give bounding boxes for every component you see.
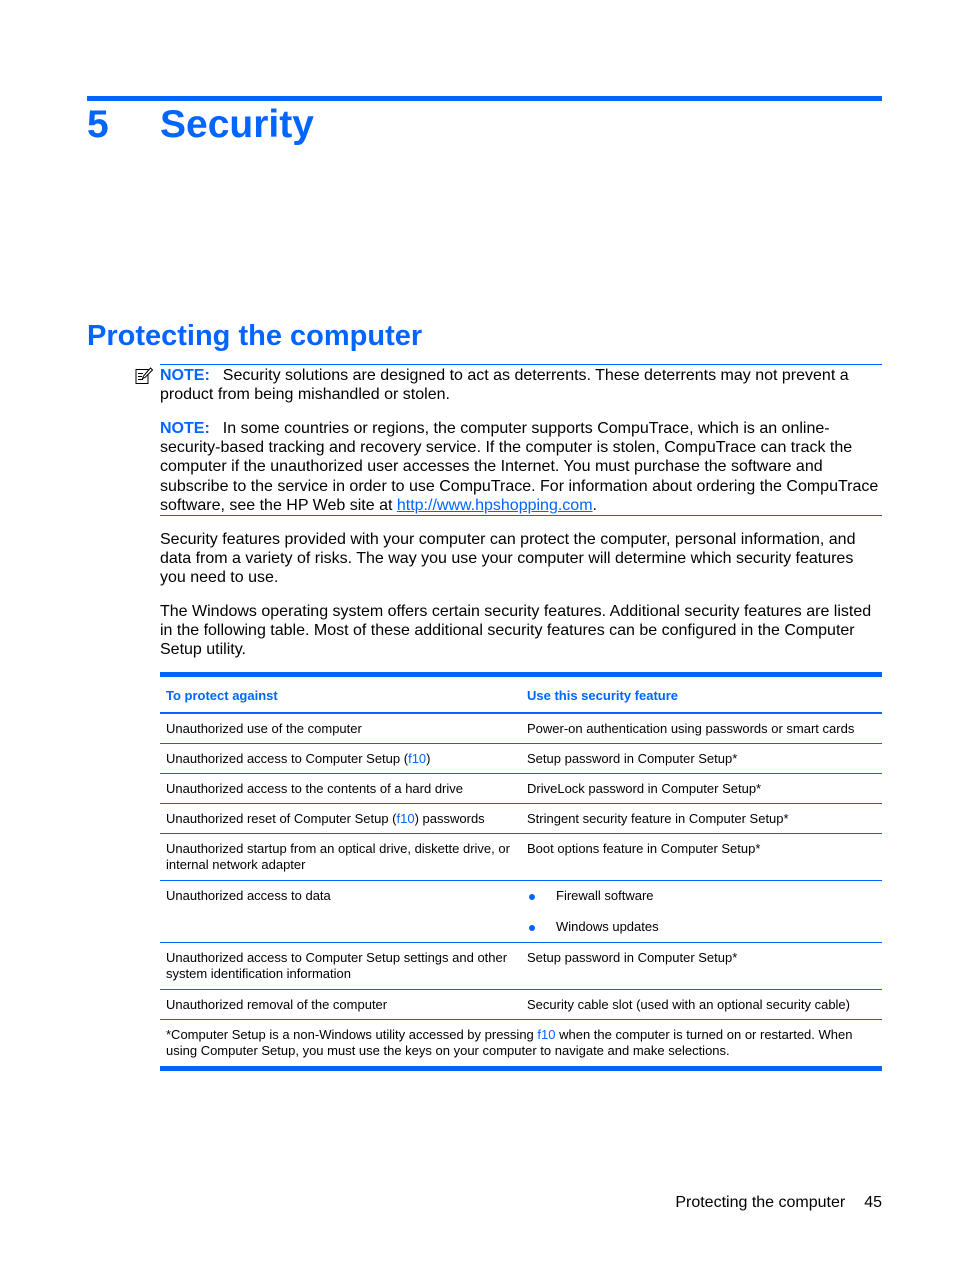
paragraph-windows-security: The Windows operating system offers certain security features. Additional security features are listed in the following table. Most of these additional security features can be configured in the Computer Setup utility.: [160, 603, 872, 659]
feature-cell: DriveLock password in Computer Setup*: [521, 774, 882, 804]
footer-section-title: Protecting the computer: [675, 1194, 846, 1211]
column-header-protect-against: To protect against: [160, 675, 521, 714]
section-title: Protecting the computer: [87, 320, 423, 352]
note-text: Security solutions are designed to act as deterrents. These deterrents may not prevent a product from being mishandled or stolen.: [160, 367, 849, 404]
note-label: NOTE:: [160, 420, 210, 437]
f10-key: f10: [396, 811, 415, 826]
risk-text: Unauthorized access to Computer Setup (: [166, 751, 409, 766]
risk-cell: Unauthorized removal of the computer: [160, 990, 521, 1020]
risk-cell: [160, 804, 521, 834]
risk-text: Unauthorized reset of Computer Setup (: [166, 811, 397, 826]
table-row: [160, 881, 882, 943]
table-footnote-row: [160, 1020, 882, 1069]
note-pencil-icon: [135, 367, 153, 385]
bullet-dot-icon: [529, 925, 535, 931]
f10-key: f10: [408, 751, 427, 766]
list-item: [527, 888, 876, 904]
note-label: NOTE:: [160, 367, 210, 384]
feature-cell: Setup password in Computer Setup*: [521, 744, 882, 774]
bullet-dot-icon: [529, 894, 535, 900]
table-header-row: [160, 675, 882, 714]
note-text-end: .: [592, 496, 597, 514]
risk-cell: Unauthorized access to Computer Setup settings and other system identification information: [160, 943, 521, 990]
paragraph-security-features: Security features provided with your computer can protect the computer, personal information, and data from a variety of risks. The way you use your computer will determine which security features you need to use.: [160, 531, 856, 587]
note-computrace: [160, 419, 882, 515]
risk-cell: [160, 744, 521, 774]
security-features-table: [160, 672, 882, 1071]
list-item: [527, 919, 876, 935]
footnote-text: when the computer is turned on or restarted. When using Computer Setup, you must use the keys on your computer to navigate and make selections.: [166, 1027, 853, 1058]
table-row: [160, 774, 882, 804]
feature-cell: Security cable slot (used with an optional security cable): [521, 990, 882, 1020]
footnote-text: *Computer Setup is a non-Windows utility accessed by pressing: [166, 1027, 538, 1042]
chapter-title-text: Security: [160, 103, 314, 146]
page-number: 45: [864, 1194, 882, 1211]
table-row: [160, 804, 882, 834]
feature-cell: Setup password in Computer Setup*: [521, 943, 882, 990]
risk-cell: Unauthorized use of the computer: [160, 713, 521, 744]
table-row: [160, 834, 882, 881]
risk-text: ): [426, 751, 431, 766]
feature-cell: Stringent security feature in Computer Setup*: [521, 804, 882, 834]
risk-cell: Unauthorized access to data: [160, 881, 521, 943]
feature-cell: [521, 881, 882, 943]
note-bottom-rule: [160, 515, 882, 516]
table-row: [160, 713, 882, 744]
risk-cell: Unauthorized startup from an optical drive, diskette drive, or internal network adapter: [160, 834, 521, 881]
note-security-deterrents: [160, 366, 882, 404]
feature-list: [527, 888, 876, 935]
table-footnote: [160, 1020, 882, 1069]
table-row: [160, 990, 882, 1020]
feature-cell: Power-on authentication using passwords or smart cards: [521, 713, 882, 744]
feature-cell: Boot options feature in Computer Setup*: [521, 834, 882, 881]
feature-text: Windows updates: [556, 919, 659, 934]
page-footer: [675, 1193, 882, 1213]
table-row: [160, 943, 882, 990]
note-text: In some countries or regions, the computer supports CompuTrace, which is an online-security-based tracking and recovery service. If the computer is stolen, CompuTrace can track the computer if the unauthorized user accesses the Internet. You must purchase the software and subscribe to the service in order to use CompuTrace. For information about ordering the CompuTrace software, see the HP Web site at: [160, 420, 879, 514]
feature-text: Firewall software: [556, 888, 654, 903]
risk-cell: Unauthorized access to the contents of a hard drive: [160, 774, 521, 804]
table-row: [160, 744, 882, 774]
note-top-rule: [160, 364, 882, 365]
column-header-security-feature: Use this security feature: [521, 675, 882, 714]
risk-text: ) passwords: [414, 811, 485, 826]
hpshopping-link[interactable]: http://www.hpshopping.com: [396, 496, 593, 514]
chapter-number: 5: [87, 103, 109, 146]
chapter-title: [87, 100, 314, 150]
f10-key: f10: [537, 1027, 556, 1042]
